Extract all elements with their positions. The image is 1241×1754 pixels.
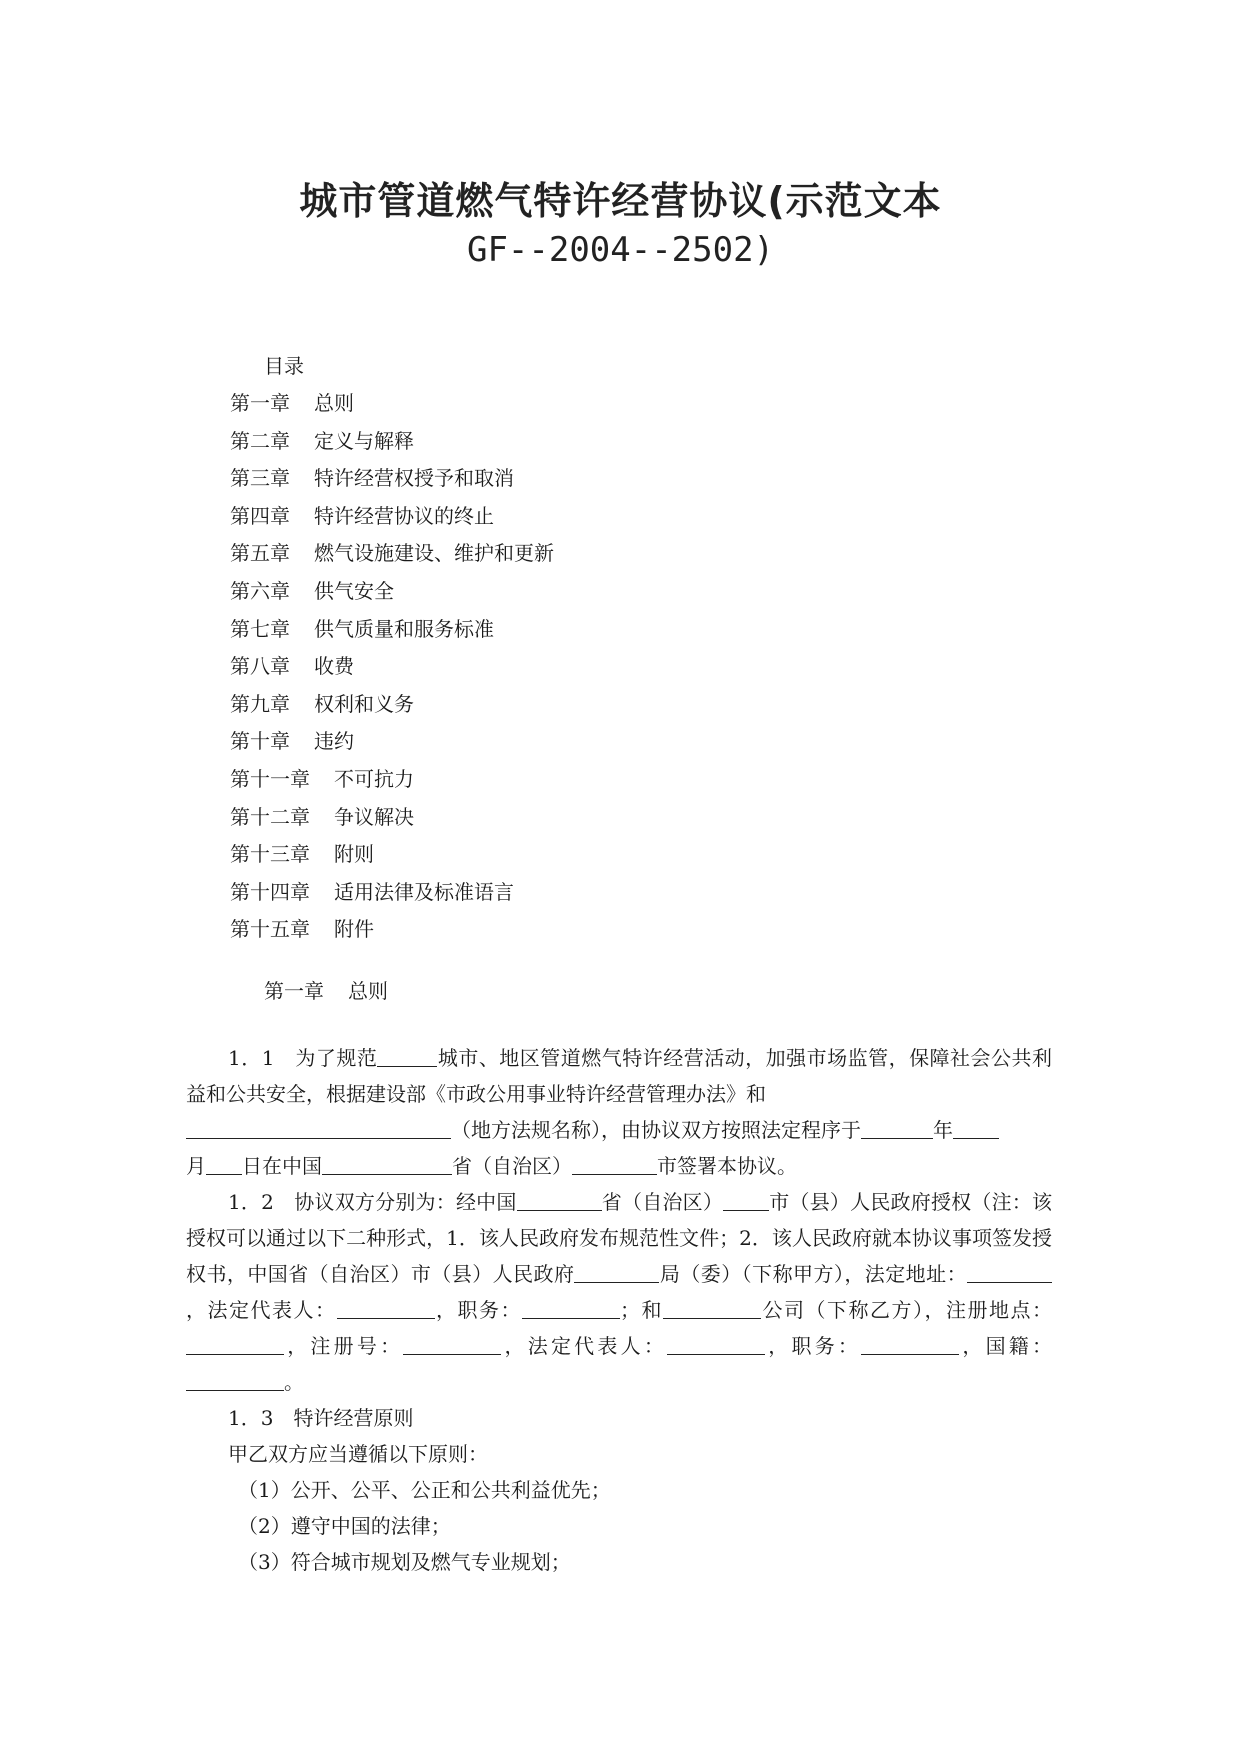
blank-field[interactable] [667,1332,765,1355]
blank-field[interactable] [574,1260,659,1283]
toc-item: 第六章 供气安全 [230,578,394,603]
toc-item: 第十四章 适用法律及标准语言 [230,879,514,904]
clause-1-3-title: 1．3 特许经营原则 [228,1406,414,1430]
document-title: 城市管道燃气特许经营协议(示范文本 [299,179,942,223]
document-code: GF--2004--2502) [466,230,775,270]
toc-item: 第八章 收费 [230,654,354,679]
toc-item: 第十一章 不可抗力 [230,766,414,791]
toc-item: 第九章 权利和义务 [230,691,414,716]
toc-item: 第二章 定义与解释 [230,428,414,453]
toc-heading: 目录 [264,354,304,378]
table-of-contents [230,385,554,949]
blank-field[interactable] [723,1188,769,1211]
list-item: （2）遵守中国的法律； [238,1514,451,1538]
toc-item: 第十章 违约 [230,729,354,754]
blank-field[interactable] [186,1116,451,1139]
chapter-heading: 第一章 总则 [264,979,388,1003]
blank-field[interactable] [953,1116,999,1139]
list-item: （1）公开、公平、公正和公共利益优先； [238,1478,611,1502]
document-body [186,1040,1052,1580]
toc-item: 第十三章 附则 [230,842,374,867]
toc-item: 第七章 供气质量和服务标准 [230,616,494,641]
toc-item: 第五章 燃气设施建设、维护和更新 [230,541,554,566]
blank-field[interactable] [517,1188,602,1211]
toc-item: 第十二章 争议解决 [230,804,414,829]
clause-1-3-intro: 甲乙双方应当遵循以下原则： [228,1442,488,1466]
blank-field[interactable] [403,1332,501,1355]
blank-field[interactable] [967,1260,1052,1283]
blank-field[interactable] [861,1116,933,1139]
toc-item: 第三章 特许经营权授予和取消 [230,466,514,491]
toc-item: 第一章 总则 [230,391,354,415]
toc-item: 第四章 特许经营协议的终止 [230,503,494,528]
clause-1-1: 1．1 为了规范 城市、地区管道燃气特许经营活动，加强市场监管，保障社会公共利益和公共安全，根据建设部《市政公用事业特许经营管理办法》和 （地方法规名称），由协议双方按照法定程序于 年 月 日在中国 省（自治区） 市签署本协议。 [186,1046,1053,1178]
list-item: （3）符合城市规划及燃气专业规划； [238,1550,571,1574]
blank-field[interactable] [186,1368,284,1391]
blank-field[interactable] [861,1332,959,1355]
toc-item: 第十五章 附件 [230,917,374,942]
blank-field[interactable] [206,1152,242,1175]
clause-1-2: 1．2 协议双方分别为：经中国 省（自治区） 市（县）人民政府授权（注：该授权可以通过以下二种形式，1．该人民政府发布规范性文件；2．该人民政府就本协议事项签发授权书，中国省（自治区）市（县）人民政府 局（委）（下称甲方），法定地址：，法定代表人： ，职务： ；和 公司（下称乙方），注册地点：，注册号： ，法定代表人： ，职务： ，国籍：。 [186,1190,1053,1394]
blank-field[interactable] [572,1152,657,1175]
blank-field[interactable] [522,1296,620,1319]
blank-field[interactable] [337,1296,435,1319]
blank-field[interactable] [186,1332,284,1355]
blank-field[interactable] [322,1152,452,1175]
blank-field[interactable] [377,1044,437,1067]
blank-field[interactable] [663,1296,761,1319]
